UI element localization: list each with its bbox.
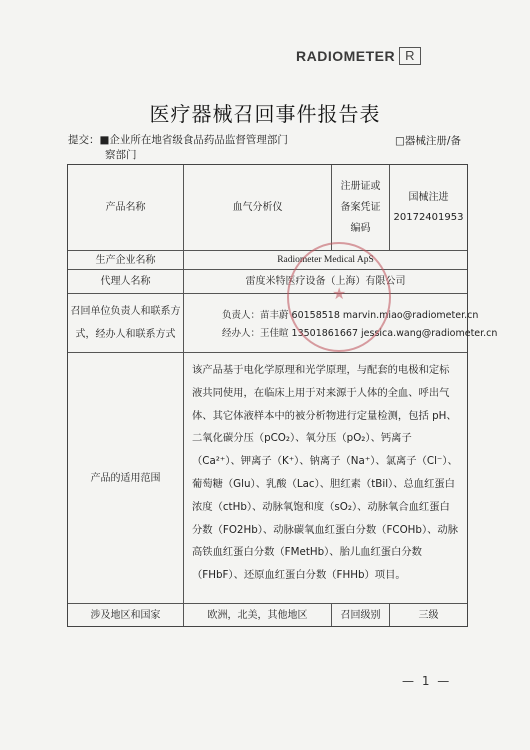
manufacturer: Radiometer Medical ApS <box>277 254 374 265</box>
product-name-label: 产品名称 <box>68 165 184 250</box>
table-row <box>68 251 467 270</box>
scope-text: 该产品基于电化学原理和光学原理，与配套的电极和定标液共同使用，在临床上用于对来源于人体的全血、呼出气体、其它体液样本中的被分析物进行定量检测，包括 pH、二氧化碳分压（pCO₂）、氧分压（pO₂）、钙离子（Ca²⁺）、钾离子（K⁺）、钠离子（Na⁺）、氯离子（Cl⁻）、葡萄糖（Glu）、乳酸（Lac）、胆红素（tBil）、总血红蛋白浓度（ctHb）、动脉氧饱和度（sO₂）、动脉氧合血红蛋白分数（FO2Hb）、动脉碳氧血红蛋白分数（FCOHb）、动脉高铁血红蛋白分数（FMetHb）、胎儿血红蛋白分数（FHbF）、还原血红蛋白分数（FHHb）项目。 <box>192 364 458 582</box>
page-number: — 1 — <box>402 674 452 688</box>
contact-info <box>184 294 498 352</box>
level-label: 召回级别 <box>332 604 390 626</box>
radiometer-logo <box>296 47 421 65</box>
contact-person-in-charge: 负责人：苗丰蔚 60158518 marvin.miao@radiometer.cn <box>222 310 479 321</box>
table-row <box>68 294 498 353</box>
recall-report-table <box>67 164 498 627</box>
product-name: 血气分析仪 <box>184 165 332 250</box>
contact-handler: 经办人：王佳暄 13501861667 jessica.wang@radiometer.cn <box>222 328 498 339</box>
submit-line-2: 察部门 <box>105 149 137 161</box>
manufacturer-label: 生产企业名称 <box>68 251 184 269</box>
agent: 雷度米特医疗设备（上海）有限公司 <box>245 276 406 287</box>
table-row <box>68 353 467 604</box>
registration-checkbox-label: □器械注册/备 <box>395 135 461 147</box>
submit-to <box>68 133 288 163</box>
seal-star-icon: ★ <box>332 284 347 303</box>
scope-label: 产品的适用范围 <box>68 353 184 603</box>
logo-mark-icon: R <box>399 47 421 65</box>
table-row <box>68 270 467 294</box>
submit-line-1: 提交：■企业所在地省级食品药品监督管理部门 <box>68 134 288 146</box>
page-title: 医疗器械召回事件报告表 <box>149 102 381 126</box>
logo-text: RADIOMETER <box>296 48 396 64</box>
table-row <box>68 604 467 626</box>
region-label: 涉及地区和国家 <box>68 604 184 626</box>
region: 欧洲，北美，其他地区 <box>184 604 332 626</box>
level: 三级 <box>418 609 439 621</box>
cert-label: 注册证或 备案凭证 编码 <box>332 165 390 250</box>
agent-label: 代理人名称 <box>68 270 184 293</box>
table-row <box>68 165 467 251</box>
cert-value: 国械注进 20172401953 <box>393 191 464 223</box>
contact-label: 召回单位负责人和联系方 式，经办人和联系方式 <box>68 294 184 352</box>
